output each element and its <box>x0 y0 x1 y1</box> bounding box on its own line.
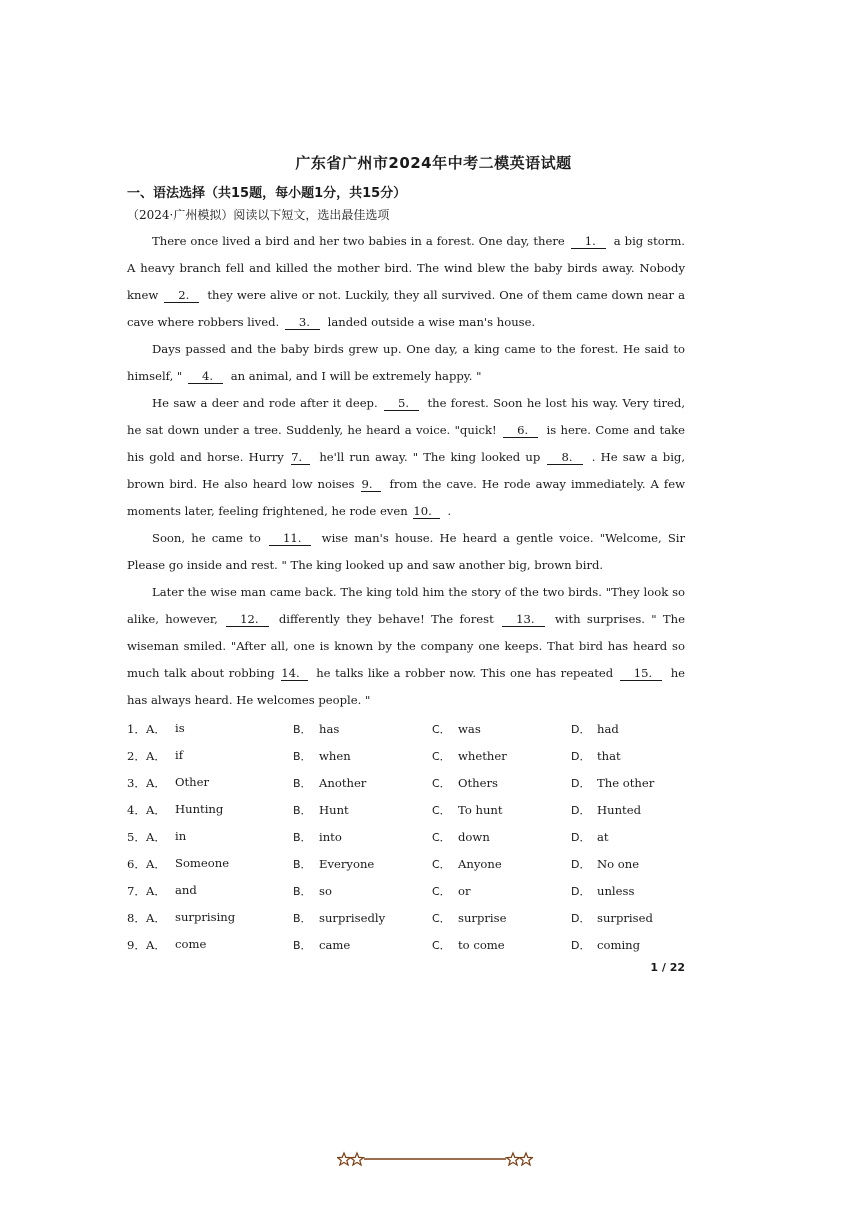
option-c[interactable] <box>432 937 505 953</box>
passage-text: wise man's house. He heard a gentle voice. "Welcome, Sir Please go inside and rest. " The king looked up and saw another big, brown bird. <box>127 531 686 572</box>
option-letter: B． <box>293 858 312 871</box>
page-number: 1 / 22 <box>650 961 685 974</box>
option-letter: C． <box>432 831 451 844</box>
option-text: unless <box>597 884 635 898</box>
option-c[interactable] <box>432 748 507 764</box>
passage-text: landed outside a wise man's house. <box>327 315 536 329</box>
option-text: surprised <box>597 911 653 925</box>
option-row-3 <box>127 769 687 796</box>
option-letter: D． <box>571 831 591 844</box>
option-row-6 <box>127 850 687 877</box>
option-c[interactable] <box>432 721 481 737</box>
option-letter: C． <box>432 885 451 898</box>
option-a[interactable]: is <box>175 721 185 735</box>
blank-6: 6. <box>503 423 538 438</box>
star-divider-icon <box>337 1151 533 1167</box>
option-letter: B． <box>293 885 312 898</box>
option-text: No one <box>597 857 640 871</box>
paragraph-5 <box>127 579 685 714</box>
question-number: 2．A． <box>127 749 166 763</box>
option-text: when <box>319 749 351 763</box>
option-letter: B． <box>293 723 312 736</box>
option-letter: B． <box>293 939 312 952</box>
option-text: Hunted <box>597 803 641 817</box>
option-d[interactable] <box>571 937 640 953</box>
option-text: Anyone <box>458 857 502 871</box>
option-row-4 <box>127 796 687 823</box>
passage-text: they were alive or not. Luckily, they all survived. One of them came down near a cave where robbers lived. <box>127 288 685 329</box>
option-a[interactable]: in <box>175 829 187 843</box>
option-c[interactable] <box>432 910 506 926</box>
question-number: 5．A． <box>127 830 166 844</box>
option-d[interactable] <box>571 829 609 845</box>
section-heading: 一、语法选择（共15题，每小题1分，共15分） <box>127 186 407 201</box>
option-d[interactable] <box>571 721 619 737</box>
option-text: was <box>458 722 481 736</box>
option-d[interactable] <box>571 883 634 899</box>
option-row-5 <box>127 823 687 850</box>
blank-10: 10. <box>413 504 439 519</box>
passage-text: Soon, he came to <box>152 531 261 545</box>
passage-text: he has always heard. He welcomes people. " <box>127 666 686 707</box>
option-letter: D． <box>571 750 591 763</box>
passage-text: he talks like a robber now. This one has repeated <box>316 666 614 680</box>
option-text: to come <box>458 938 505 952</box>
blank-7: 7. <box>291 450 310 465</box>
option-letter: B． <box>293 804 312 817</box>
paragraph-4 <box>127 525 685 579</box>
blank-15: 15. <box>620 666 662 681</box>
option-letter: C． <box>432 912 451 925</box>
option-text: coming <box>597 938 641 952</box>
option-a[interactable]: Other <box>175 775 210 789</box>
option-text: Everyone <box>319 857 375 871</box>
option-text: into <box>319 830 342 844</box>
blank-8: 8. <box>547 450 582 465</box>
option-text: whether <box>458 749 507 763</box>
reading-passage <box>127 228 685 714</box>
option-a[interactable]: if <box>175 748 183 762</box>
passage-text: . He saw a big, brown bird. He also heard low noises <box>127 450 686 491</box>
paragraph-3 <box>127 390 685 525</box>
option-row-1 <box>127 715 687 742</box>
question-number: 8．A． <box>127 911 166 925</box>
option-a[interactable]: come <box>175 937 207 951</box>
option-letter: D． <box>571 912 591 925</box>
option-d[interactable] <box>571 910 653 926</box>
option-letter: C． <box>432 777 451 790</box>
option-d[interactable] <box>571 775 654 791</box>
option-text: surprisedly <box>319 911 386 925</box>
passage-text: a big storm. A heavy branch fell and killed the mother bird. The wind blew the baby birds away. Nobody knew <box>127 234 685 302</box>
blank-13: 13. <box>502 612 544 627</box>
question-number: 4．A． <box>127 803 166 817</box>
option-letter: D． <box>571 777 591 790</box>
option-b[interactable] <box>293 748 351 764</box>
option-letter: C． <box>432 804 451 817</box>
option-letter: C． <box>432 858 451 871</box>
option-letter: B． <box>293 831 312 844</box>
option-b[interactable] <box>293 775 366 791</box>
passage-text: differently they behave! The forest <box>278 612 494 626</box>
option-b[interactable] <box>293 721 339 737</box>
passage-text: he'll run away. " The king looked up <box>319 450 541 464</box>
option-d[interactable] <box>571 748 621 764</box>
option-letter: D． <box>571 885 591 898</box>
option-letter: C． <box>432 723 451 736</box>
option-letter: C． <box>432 750 451 763</box>
option-text: Another <box>319 776 367 790</box>
option-text: that <box>597 749 621 763</box>
question-number: 1．A． <box>127 722 166 736</box>
option-c[interactable] <box>432 856 502 872</box>
option-letter: D． <box>571 804 591 817</box>
passage-text: There once lived a bird and her two babies in a forest. One day, there <box>152 234 565 248</box>
option-letter: D． <box>571 939 591 952</box>
option-d[interactable] <box>571 856 639 872</box>
passage-text: . <box>447 504 452 518</box>
option-c[interactable] <box>432 802 503 818</box>
blank-2: 2. <box>164 288 199 303</box>
option-row-8 <box>127 904 687 931</box>
option-row-7 <box>127 877 687 904</box>
option-row-2 <box>127 742 687 769</box>
blank-3: 3. <box>285 315 320 330</box>
option-b[interactable] <box>293 802 349 818</box>
option-text: Hunt <box>319 803 349 817</box>
option-b[interactable] <box>293 856 374 872</box>
option-letter: D． <box>571 723 591 736</box>
option-text: surprise <box>458 911 507 925</box>
source-note: （2024·广州模拟）阅读以下短文，选出最佳选项 <box>127 208 390 222</box>
blank-12: 12. <box>226 612 268 627</box>
option-text: has <box>319 722 340 736</box>
blank-4: 4. <box>188 369 223 384</box>
option-a[interactable]: Hunting <box>175 802 224 816</box>
option-text: To hunt <box>458 803 503 817</box>
option-b[interactable] <box>293 883 332 899</box>
option-c[interactable] <box>432 883 471 899</box>
passage-text: with surprises. " The wiseman smiled. "After all, one is known by the company one keeps. That bird has heard so much talk about robbing <box>127 612 685 680</box>
passage-text: the forest. Soon he lost his way. Very tired, he sat down under a tree. Suddenly, he heard a voice. "quick! <box>127 396 686 437</box>
option-letter: B． <box>293 777 312 790</box>
question-number: 9．A． <box>127 938 166 952</box>
option-letter: C． <box>432 939 451 952</box>
passage-text: from the cave. He rode away immediately. A few moments later, feeling frightened, he rode even <box>127 477 685 518</box>
question-number: 3．A． <box>127 776 166 790</box>
option-text: Others <box>458 776 498 790</box>
option-text: or <box>458 884 471 898</box>
option-c[interactable] <box>432 775 498 791</box>
option-a[interactable]: surprising <box>175 910 236 924</box>
option-text: so <box>319 884 332 898</box>
option-a[interactable]: Someone <box>175 856 230 870</box>
answer-options <box>127 715 687 958</box>
option-letter: B． <box>293 912 312 925</box>
option-d[interactable] <box>571 802 641 818</box>
option-letter: B． <box>293 750 312 763</box>
paragraph-1 <box>127 228 685 336</box>
passage-text: He saw a deer and rode after it deep. <box>152 396 378 410</box>
blank-1: 1. <box>571 234 606 249</box>
option-b[interactable] <box>293 910 385 926</box>
option-text: down <box>458 830 490 844</box>
question-number: 6．A． <box>127 857 166 871</box>
blank-9: 9. <box>361 477 380 492</box>
passage-text: Later the wise man came back. The king told him the story of the two birds. "They look so alike, however, <box>127 585 685 626</box>
option-text: had <box>597 722 619 736</box>
option-b[interactable] <box>293 937 350 953</box>
option-letter: D． <box>571 858 591 871</box>
blank-11: 11. <box>269 531 311 546</box>
option-a[interactable]: and <box>175 883 197 897</box>
option-row-9 <box>127 931 687 958</box>
passage-text: Days passed and the baby birds grew up. One day, a king came to the forest. He said to himself, " <box>127 342 685 383</box>
blank-5: 5. <box>384 396 419 411</box>
passage-text: an animal, and I will be extremely happy. " <box>230 369 482 383</box>
passage-text: is here. Come and take his gold and horse. Hurry <box>127 423 686 464</box>
option-c[interactable] <box>432 829 490 845</box>
page-title: 广东省广州市2024年中考二模英语试题 <box>295 154 572 172</box>
option-text: The other <box>597 776 655 790</box>
option-text: came <box>319 938 351 952</box>
blank-14: 14. <box>281 666 307 681</box>
option-b[interactable] <box>293 829 342 845</box>
option-text: at <box>597 830 609 844</box>
paragraph-2 <box>127 336 685 390</box>
question-number: 7．A． <box>127 884 166 898</box>
